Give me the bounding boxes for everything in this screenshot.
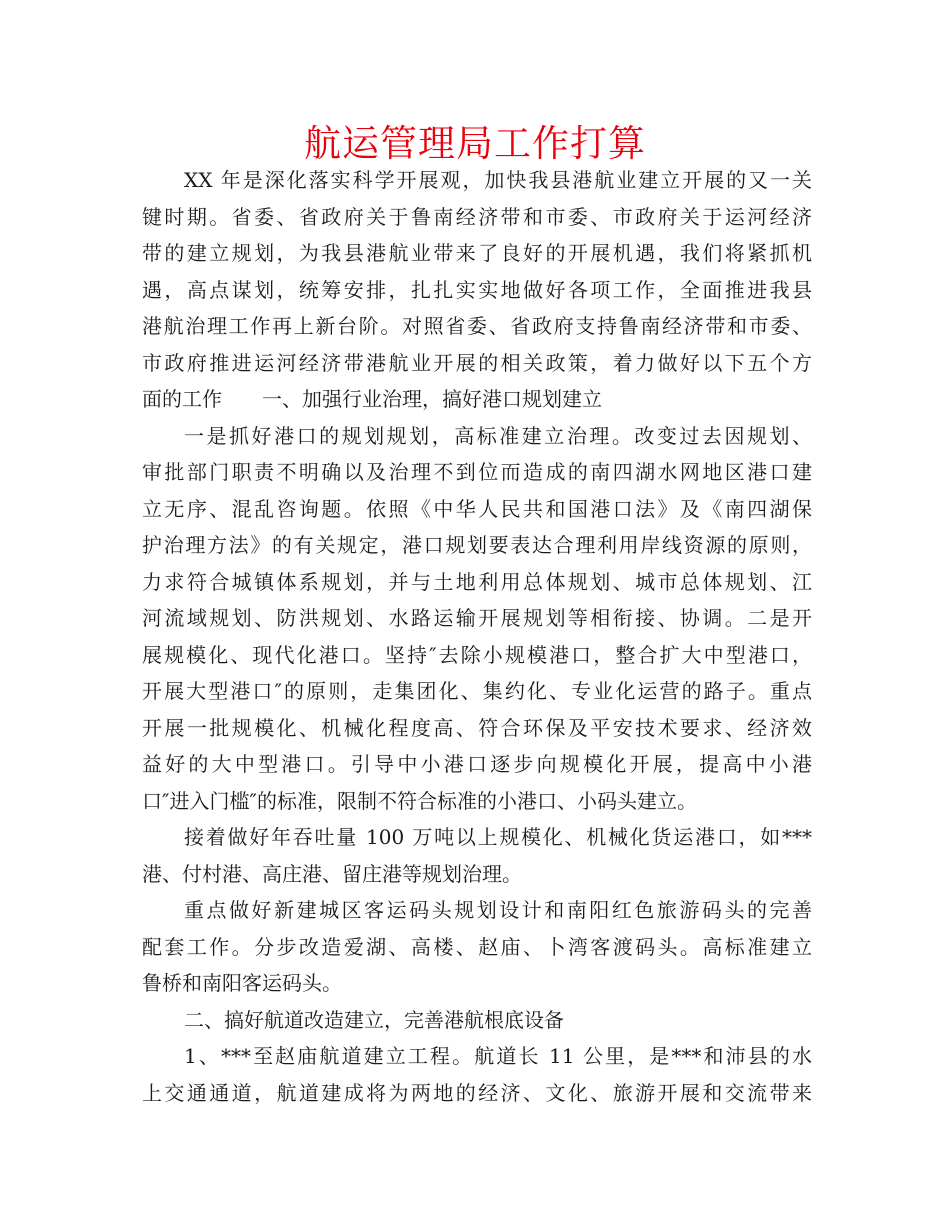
text-line: 鲁桥和南阳客运码头。 xyxy=(142,971,342,995)
text-line: 一是抓好港口的规划规划，高标准建立治理。改变过去因规划、 xyxy=(184,423,812,448)
text-line: 带的建立规划，为我县港航业带来了良好的开展机遇，我们将紧抓机 xyxy=(142,241,812,265)
text-line: 配套工作。分步改造爱湖、高楼、赵庙、卜湾客渡码头。高标准建立 xyxy=(142,934,812,959)
text-line: 遇，高点谋划，统筹安排，扎扎实实地做好各项工作，全面推进我县 xyxy=(142,277,812,302)
text-line: 市政府推进运河经济带港航业开展的相关政策，着力做好以下五个方 xyxy=(142,350,812,375)
text-line: 面的工作 一、加强行业治理，搞好港口规划建立 xyxy=(142,387,602,411)
document-title: 航运管理局工作打算 xyxy=(304,122,646,165)
text-line: 审批部门职责不明确以及治理不到位而造成的南四湖水网地区港口建 xyxy=(142,460,812,484)
text-line: 港、付村港、高庄港、留庄港等规划治理。 xyxy=(142,861,522,886)
text-line: 接着做好年吞吐量 100 万吨以上规模化、机械化货运港口，如*** xyxy=(184,825,812,849)
text-line: 力求符合城镇体系规划，并与土地利用总体规划、城市总体规划、江 xyxy=(142,569,812,594)
text-line: 1、***至赵庙航道建立工程。航道长 11 公里，是***和沛县的水 xyxy=(184,1044,812,1068)
document-body xyxy=(142,162,812,1111)
text-line: 益好的大中型港口。引导中小港口逐步向规模化开展，提高中小港 xyxy=(142,752,812,776)
text-line: 港航治理工作再上新台阶。对照省委、省政府支持鲁南经济带和市委、 xyxy=(142,314,812,338)
text-line: XX 年是深化落实科学开展观，加快我县港航业建立开展的又一关 xyxy=(184,168,812,192)
text-line: 键时期。省委、省政府关于鲁南经济带和市委、市政府关于运河经济 xyxy=(142,204,812,229)
text-line: 口″进入门槛″的标准，限制不符合标准的小港口、小码头建立。 xyxy=(142,788,697,813)
text-line: 开展大型港口″的原则，走集团化、集约化、专业化运营的路子。重点 xyxy=(142,679,812,703)
text-line: 重点做好新建城区客运码头规划设计和南阳红色旅游码头的完善 xyxy=(184,898,812,922)
text-line: 开展一批规模化、机械化程度高、符合环保及平安技术要求、经济效 xyxy=(142,715,812,740)
text-line: 上交通通道，航道建成将为两地的经济、文化、旅游开展和交流带来 xyxy=(142,1080,812,1105)
text-line: 护治理方法》的有关规定，港口规划要表达合理利用岸线资源的原则， xyxy=(142,533,812,557)
text-line: 展规模化、现代化港口。坚持″去除小规模港口，整合扩大中型港口， xyxy=(142,642,812,667)
text-line: 河流域规划、防洪规划、水路运输开展规划等相衔接、协调。二是开 xyxy=(142,606,812,630)
text-line: 立无序、混乱咨询题。依照《中华人民共和国港口法》及《南四湖保 xyxy=(142,496,812,521)
section-heading: 二、搞好航道改造建立，完善港航根底设备 xyxy=(184,1007,564,1032)
